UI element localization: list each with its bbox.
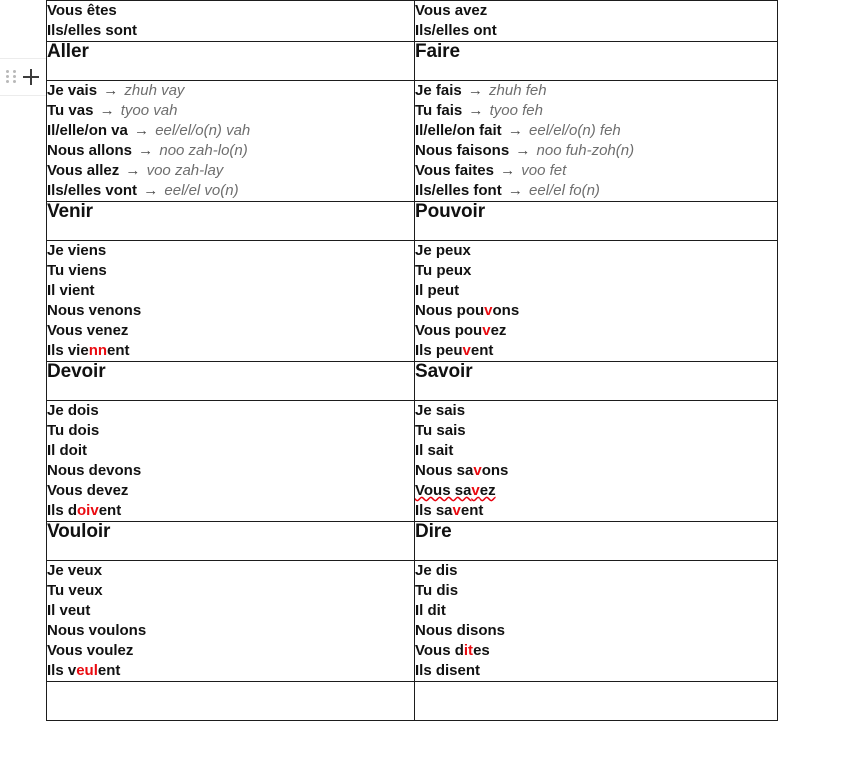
verb-header-cell-left[interactable] [47,202,415,241]
highlighted-letters: eul [76,662,98,679]
verb-form: Nous sa [415,462,474,479]
verb-form: Je vais [47,82,98,99]
conjugation-cell-right[interactable] [415,241,778,362]
verb-form: Tu peux [415,262,472,279]
conjugation-line [415,121,777,141]
verb-title: Savoir [415,361,473,382]
verb-form: Il doit [47,442,87,459]
conjugation-line [47,101,414,121]
conjugation-line [47,341,414,361]
conjugation-line [47,441,414,461]
verb-title: Venir [47,201,93,222]
verb-form-suffix: ons [492,302,520,319]
partial-top-cell-right[interactable] [415,1,778,42]
verb-form: Vous allez [47,162,120,179]
verb-form: Il vient [47,282,95,299]
verb-header-cell-left[interactable] [47,522,415,561]
verb-form: Nous faisons [415,142,510,159]
highlighted-letters: v [471,482,480,499]
conjugation-line [47,121,414,141]
verb-form: Ils/elles font [415,182,502,199]
conjugation-list [415,401,777,521]
highlighted-letters: v [482,322,491,339]
drag-handle-icon[interactable] [6,70,17,85]
table-row-partial-top [47,1,778,42]
conjugation-cell-right[interactable] [415,561,778,682]
verb-form: Ils v [47,662,77,679]
conjugation-list [47,81,414,201]
conjugation-line [415,81,777,101]
conjugation-line [47,241,414,261]
verb-form: Je sais [415,402,466,419]
verb-conjugation-table [46,0,778,721]
highlighted-letters: oiv [77,502,99,519]
pronunciation-text: eel/el/o(n) vah [155,122,251,139]
conjugation-line [415,101,777,121]
conjugation-line [415,141,777,161]
verb-title: Faire [415,41,460,62]
table-row-verb-header [47,522,778,561]
conjugation-line [415,461,777,481]
table-row-conjugations [47,401,778,522]
verb-form: Tu viens [47,262,107,279]
arrow-icon: → [95,102,119,119]
conjugation-line [47,561,414,581]
conjugation-line [47,421,414,441]
verb-form: Ils disent [415,662,481,679]
conjugation-cell-left[interactable] [47,81,415,202]
highlighted-letters: v [473,462,482,479]
verb-form: Tu veux [47,582,103,599]
pronunciation-text: tyoo vah [120,102,178,119]
conjugation-list [415,561,777,681]
verb-form-suffix: ez [490,322,507,339]
conjugation-line [47,181,414,201]
conjugation-line [47,301,414,321]
conjugation-line [47,661,414,681]
verb-form-suffix: es [473,642,490,659]
conjugation-line [415,421,777,441]
conjugation-line [47,401,414,421]
verb-form: Nous pou [415,302,485,319]
verb-form: Je dois [47,402,99,419]
verb-form-suffix: ons [481,462,509,479]
conjugation-line: Ils/elles ont [415,22,497,39]
conjugation-line [415,181,777,201]
verb-form: Nous disons [415,622,506,639]
pronunciation-text: voo fet [521,162,567,179]
table-row-conjugations [47,241,778,362]
table-row-verb-header [47,362,778,401]
verb-form: Je peux [415,242,471,259]
verb-form: Vous d [415,642,464,659]
conjugation-line [47,281,414,301]
arrow-icon: → [495,162,520,179]
conjugation-line [47,601,414,621]
verb-form: Ils d [47,502,78,519]
highlighted-letters: v [484,302,493,319]
conjugation-line [47,141,414,161]
conjugation-list [47,561,414,681]
verb-form: Il peut [415,282,460,299]
pronunciation-text: noo fuh-zoh(n) [536,142,635,159]
verb-form-suffix: ent [97,662,121,679]
table-row-verb-header [47,202,778,241]
conjugation-line [415,241,777,261]
conjugation-cell-left[interactable] [47,561,415,682]
verb-form: Nous devons [47,462,142,479]
verb-form: Vous pou [415,322,483,339]
conjugation-line [415,561,777,581]
verb-form: Nous voulons [47,622,147,639]
conjugation-line [415,401,777,421]
verb-form: Tu dois [47,422,100,439]
verb-title: Aller [47,41,89,62]
verb-title: Devoir [47,361,106,382]
highlighted-letters: it [463,642,474,659]
verb-form: Tu fais [415,102,463,119]
highlighted-letters: v [452,502,461,519]
verb-header-cell-right[interactable] [415,362,778,401]
conjugation-line: Vous êtes [47,2,117,19]
pronunciation-text: zhuh vay [124,82,185,99]
pronunciation-text: voo zah-lay [146,162,224,179]
conjugation-line [47,501,414,521]
verb-header-cell-partial-right[interactable] [415,682,778,721]
conjugation-line [415,281,777,301]
pronunciation-text: eel/el vo(n) [164,182,239,199]
conjugation-line [415,321,777,341]
verb-form-suffix: ent [107,342,130,359]
verb-form: Il/elle/on va [47,122,128,139]
verb-form: Je veux [47,562,103,579]
verb-form: Vous venez [47,322,129,339]
arrow-icon: → [503,122,528,139]
conjugation-list [415,1,777,41]
add-row-plus-icon[interactable] [22,68,40,86]
highlighted-letters: v [462,342,471,359]
verb-form-suffix: ent [470,342,494,359]
conjugation-line [415,601,777,621]
pronunciation-text: tyoo feh [489,102,543,119]
conjugation-line [415,261,777,281]
conjugation-line: Ils/elles sont [47,22,138,39]
arrow-icon: → [503,182,528,199]
arrow-icon: → [464,102,488,119]
conjugation-line [47,81,414,101]
conjugation-list [415,81,777,201]
verb-form: Tu vas [47,102,94,119]
pronunciation-text: eel/el/o(n) feh [529,122,621,139]
verb-form: Je fais [415,82,462,99]
conjugation-list [47,401,414,521]
conjugation-line [47,261,414,281]
verb-header-cell-right[interactable] [415,202,778,241]
conjugation-cell-right[interactable] [415,81,778,202]
conjugation-line [415,441,777,461]
arrow-icon: → [99,82,123,99]
pronunciation-text: noo zah-lo(n) [159,142,248,159]
verb-form: Tu sais [415,422,466,439]
verb-title: Dire [415,521,452,542]
conjugation-line [415,581,777,601]
pronunciation-text: zhuh feh [489,82,547,99]
conjugation-line [47,621,414,641]
conjugation-line [47,581,414,601]
table-row-conjugations [47,81,778,202]
table-row-verb-header [47,42,778,81]
verb-form: Il veut [47,602,91,619]
verb-form: Vous voulez [47,642,134,659]
conjugation-line: Vous avez [415,2,488,19]
conjugation-cell-left[interactable] [47,241,415,362]
arrow-icon: → [134,142,158,159]
verb-form: Tu dis [415,582,459,599]
conjugation-line [47,641,414,661]
verb-form-suffix: ez [479,482,496,499]
conjugation-line [415,161,777,181]
verb-form: Il sait [415,442,454,459]
verb-form-suffix: ent [98,502,122,519]
verb-form: Je dis [415,562,458,579]
verb-title: Vouloir [47,521,111,542]
arrow-icon: → [463,82,488,99]
verb-form: Il dit [415,602,446,619]
conjugation-line [415,621,777,641]
table-row-conjugations [47,561,778,682]
arrow-icon: → [129,122,154,139]
verb-title: Pouvoir [415,201,486,222]
conjugation-line [47,321,414,341]
arrow-icon: → [121,162,145,179]
verb-header-cell-left[interactable] [47,362,415,401]
conjugation-cell-right[interactable] [415,401,778,522]
verb-header-cell-right[interactable] [415,522,778,561]
conjugation-cell-left[interactable] [47,401,415,522]
arrow-icon: → [511,142,535,159]
verb-form: Nous allons [47,142,133,159]
verb-header-cell-right[interactable] [415,42,778,81]
verb-header-cell-partial-left[interactable] [47,682,415,721]
spellcheck-underlined-word [415,482,496,499]
conjugation-line [415,301,777,321]
highlighted-letters: nn [88,342,108,359]
row-gutter [0,0,46,784]
table-row-partial-bottom [47,682,778,721]
verb-form: Vous devez [47,482,129,499]
verb-form: Vous faites [415,162,494,179]
verb-form: Ils sa [415,502,453,519]
pronunciation-text: eel/el fo(n) [529,182,600,199]
conjugation-line [47,461,414,481]
verb-form: Il/elle/on fait [415,122,502,139]
arrow-icon: → [139,182,163,199]
verb-form: Ils peu [415,342,463,359]
conjugation-line [415,341,777,361]
row-hover-toolbar[interactable] [0,58,46,96]
conjugation-line [415,481,777,501]
conjugation-list [415,241,777,361]
verb-form-suffix: ent [460,502,484,519]
conjugation-list [47,241,414,361]
verb-form: Ils vie [47,342,89,359]
verb-form: Vous sa [415,482,472,499]
partial-top-cell-left[interactable] [47,1,415,42]
conjugation-line [47,481,414,501]
verb-form: Ils/elles vont [47,182,138,199]
verb-form: Nous venons [47,302,142,319]
conjugation-line [415,661,777,681]
conjugation-line [415,641,777,661]
conjugation-line [47,161,414,181]
conjugation-line [415,501,777,521]
verb-form: Je viens [47,242,107,259]
verb-header-cell-left[interactable] [47,42,415,81]
conjugation-list [47,1,414,41]
